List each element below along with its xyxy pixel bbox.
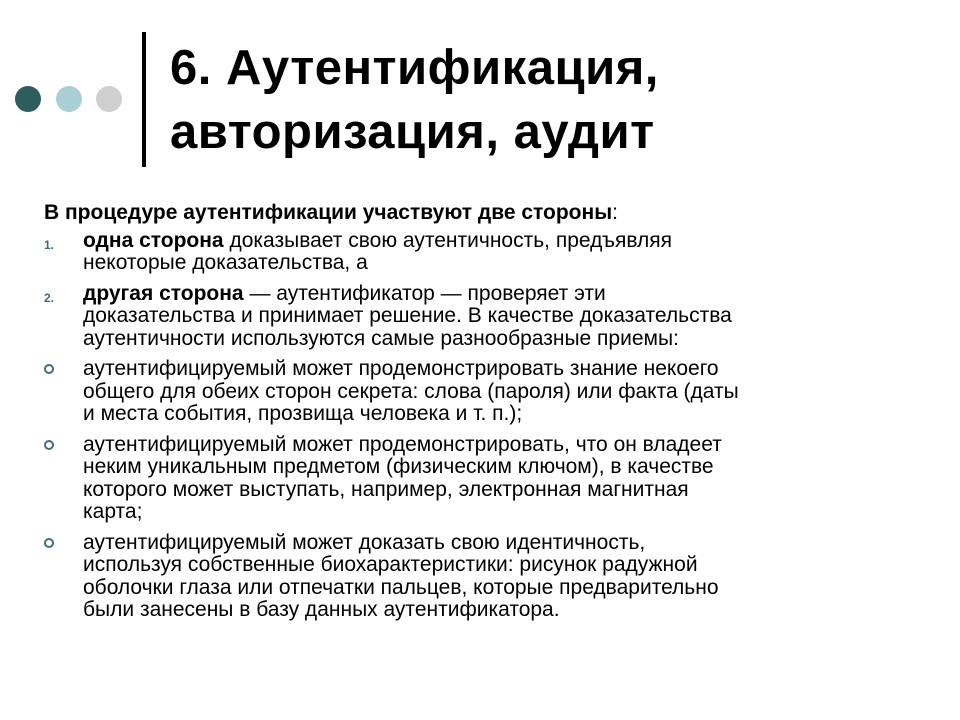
item-text: — аутентификатор — проверяет эти (243, 281, 606, 305)
item-line: были занесены в базу данных аутентификатора. (83, 598, 560, 621)
item-line: оболочки глаза или отпечатки пальцев, которые предварительно (83, 575, 719, 599)
bullet-item-2 (44, 434, 924, 524)
item-line: и места события, прозвища человека и т. п.); (83, 402, 523, 425)
intro-text: В процедуре аутентификации участвуют две стороны (44, 201, 613, 224)
item-line (83, 230, 924, 253)
number-marker: 2. (44, 290, 55, 305)
item-line: неким уникальным предметом (физическим ключом), в качестве (83, 455, 714, 478)
decor-dot-dark (15, 86, 41, 112)
title-divider (142, 32, 146, 167)
ring-bullet-icon (44, 538, 54, 548)
item-bold-term: одна сторона (83, 228, 224, 252)
item-line: аутентифицируемый может доказать свою идентичность, (83, 530, 646, 554)
title-line-2: авторизация, аудит (170, 105, 655, 159)
item-line: аутентичности используются самые разнообразные приемы: (83, 326, 679, 350)
item-line: аутентифицируемый может продемонстрировать, что он владеет (83, 432, 722, 456)
slide-body (44, 202, 924, 630)
ring-bullet-icon (44, 440, 54, 450)
intro-paragraph (44, 202, 924, 225)
numbered-item-2 (44, 283, 924, 351)
number-marker: 1. (44, 237, 55, 252)
title-line-1: 6. Аутентификация, (170, 41, 659, 95)
decor-dot-light (56, 86, 82, 112)
item-line: доказательства и принимает решение. В качестве доказательства (83, 304, 732, 327)
bullet-item-3 (44, 532, 924, 622)
item-line: используя собственные биохарактеристики: рисунок радужной (83, 553, 698, 576)
slide-title (170, 36, 930, 164)
intro-colon: : (612, 201, 618, 224)
item-text: доказывает свою аутентичность, предъявляя (223, 228, 673, 252)
item-line: карта; (83, 500, 143, 523)
bullet-item-1 (44, 358, 924, 426)
item-line: общего для обеих сторон секрета: слова (пароля) или факта (даты (83, 379, 739, 403)
item-line: которого может выступать, например, электронная магнитная (83, 477, 689, 501)
item-line: некоторые доказательства, а (83, 251, 368, 274)
numbered-item-1 (44, 230, 924, 275)
item-line: аутентифицируемый может продемонстрировать знание некоего (83, 357, 719, 380)
ring-bullet-icon (44, 364, 54, 374)
item-line (83, 283, 924, 306)
item-bold-term: другая сторона (83, 281, 244, 305)
decor-dot-grey (96, 86, 122, 112)
